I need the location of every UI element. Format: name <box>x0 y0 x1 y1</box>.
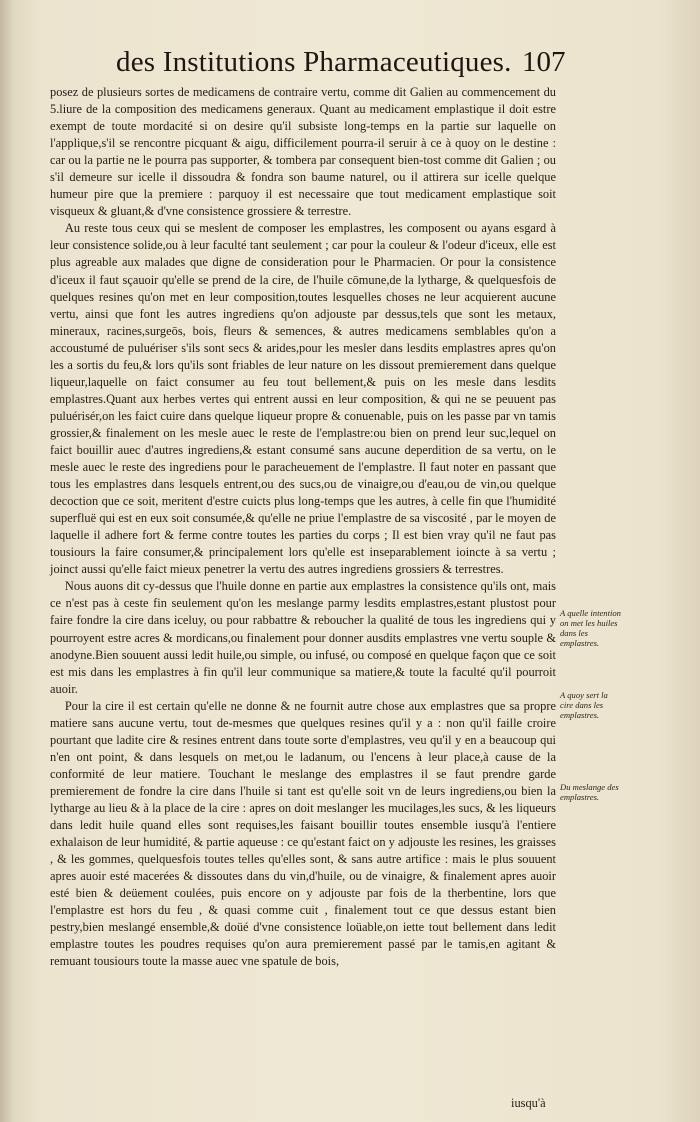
page-number: 107 <box>522 46 566 78</box>
paragraph: Nous auons dit cy-dessus que l'huile donne en partie aux emplastres la consistence qu'ils ont, mais ce n'est pas à ceste fin seulement qu'on les meslange parmy lesdits emplastres,estant plustost pour faire fondre la cire dans iceluy, ou pour rabbattre & reboucher la qualité de tous les ingrediens qui y pourroyent estre acres & mordicans,ou finalement pour donner ausdits emplastres vne vertu souple & anodyne.Bien souuent aussi ledit huile,ou simple, ou infusé, ou composé en quelque façon que ce soit est mis dans les emplastres à fin qu'il leur communique sa matiere,& toute la faculté qu'il pourroit auoir. <box>50 579 556 696</box>
catchword: iusqu'à <box>511 1096 546 1110</box>
running-title: des Institutions Pharmaceutiques. <box>116 46 512 78</box>
page-header <box>0 46 700 86</box>
paragraph: posez de plusieurs sortes de medicamens de contraire vertu, comme dit Galien au commencement du 5.liure de la composition des medicamens generaux. Quant au medicament emplastique il doit estre exempt de toute mordacité si on desire qu'il subsiste long-temps en la partie sur laquelle on l'applique,s'il se rencontre picquant & aigu, difficilement pourra-il seruir à ce à quoy on le destine : car ou la partie ne le pourra pas supporter, & tombera par consequent bien-tost comme dit Galien ; ou s'il demeure sur icelle il dissoudra & fondra son baume naturel, ou il attirera sur icelle quelque humeur pire que la premiere : parquoy il est necessaire que tout medicament emplastique soit visqueux & gluant,& d'vne consistence grossiere & terrestre. <box>50 85 556 219</box>
paragraph: Au reste tous ceux qui se meslent de composer les emplastres, les composent ou ayans esgard à leur consistence solide,ou à leur faculté tant seulement ; car pour la couleur & l'odeur d'iceux, elle est plus agreable aux malades que digne de consideration pour le Pharmacien. Or pour la consistence d'iceux il faut sçauoir qu'elle se prend de la cire, de l'huile cōmune,de la lytharge, & quelquesfois de quelques resines qu'on met en leur composition,toutes lesquelles choses ne leur acquierent aucune vertu, ainsi que font les autres ingrediens qu'on adjouste par dessus,tels que sont les metaux, mineraux, racines,surgeōs, bois, fleurs & semences, & autres medicamens semblables qu'on a accoustumé de puluériser s'ils sont secs & arides,pour les mesler dans lesdits emplastres apres qu'on les a sortis du feu,& lors qu'ils sont friables de leur nature on les dissout premierement dans quelque liqueur,laquelle on faict consumer au feu tout bellement,& puis on les mesle dans lesdits emplastres.Quant aux herbes vertes qui entrent aussi en leur composition, & qui ne se peuuent pas puluérisér,on les faict cuire dans quelque liqueur propre & conuenable, puis on les passe par vn tamis grossier,& finalement on les mesle auec le reste de l'emplastre:ou bien on prend leur suc,lequel on faict bouillir auec d'autres ingrediens,& estant consumé sans aucune deperdition de sa vertu, on le mesle auec le reste des ingrediens pour le paracheuement de l'emplastre. Il faut noter en passant que tous les emplastres dans lesquels entrent,ou des sucs,ou de vinaigre,ou d'eau,ou de vin,ou quelque decoction que ce soit, meritent d'estre cuicts plus long-temps que les autres, à celle fin que l'humidité superfluë qui est en eux soit consumée,& qu'elle ne priue l'emplastre de sa viscosité , par le moyen de laquelle il adhere fort & ferme contre toutes les parties du corps ; Il est bien vray qu'il ne faut pas tousiours la faire consumer,& principalement lors qu'elle est inseparablement ioincte à sa vertu ; joinct aussi qu'elle faict mieux penetrer la vertu des autres ingrediens grossiers & terrestres. <box>50 221 556 577</box>
margin-note-mixing: Du meslange des emplastres. <box>560 782 619 802</box>
margin-note-oils: A quelle intention on met les huiles dans les emplastres. <box>560 608 621 648</box>
margin-note-wax: A quoy sert la cire dans les emplastres. <box>560 690 608 720</box>
body-text <box>50 84 556 970</box>
page-gutter-shadow <box>0 0 14 1122</box>
paragraph: Pour la cire il est certain qu'elle ne donne & ne fournit autre chose aux emplastres que sa propre matiere sans aucune vertu, tout de-mesmes que quelques resines qu'il y a : non qu'il faille croire pourtant que ladite cire & resines entrent dans toute sorte d'emplastres, veu qu'il y en a beaucoup qui n'en ont point, & dans lesquels on met,ou le ladanum, ou l'encens à leur place,à cause de la conformité de leur matiere. Touchant le meslange des emplastres il se faut prendre garde premierement de fondre la cire dans l'huile si tant est qu'elle soit vn de leurs ingrediens,ou bien la lytharge au lieu & à la place de la cire : apres on doit meslanger les mucilages,les sucs, & les liqueurs dans ledit huile quand elles sont requises,les faisant bouillir toutes ensemble iusqu'à l'entiere exhalaison de leur humidité, & partie aqueuse : ce qu'estant faict on y adjouste les resines, les graisses , & les gommes, quelquesfois toutes telles qu'elles sont, & sans autre artifice : mais le plus souuent apres auoir esté macerées & dissoutes dans du vin,d'huile, ou de vinaigre, & finalement apres auoir esté bien & deüement coulées, puis encore on y adjouste par fois de la therbentine, lors que l'emplastre est hors du feu , & quasi comme cuit , finalement tout ce que dessus estant bien pestry,bien meslangé ensemble,& doüé d'vne consistence loüable,on iette tout bellement dans ledit emplastre toutes les poudres requises qu'on aura premierement passé par le tamis,en agitant & remuant tousiours toute la masse auec vne spatule de bois, <box>50 698 556 969</box>
